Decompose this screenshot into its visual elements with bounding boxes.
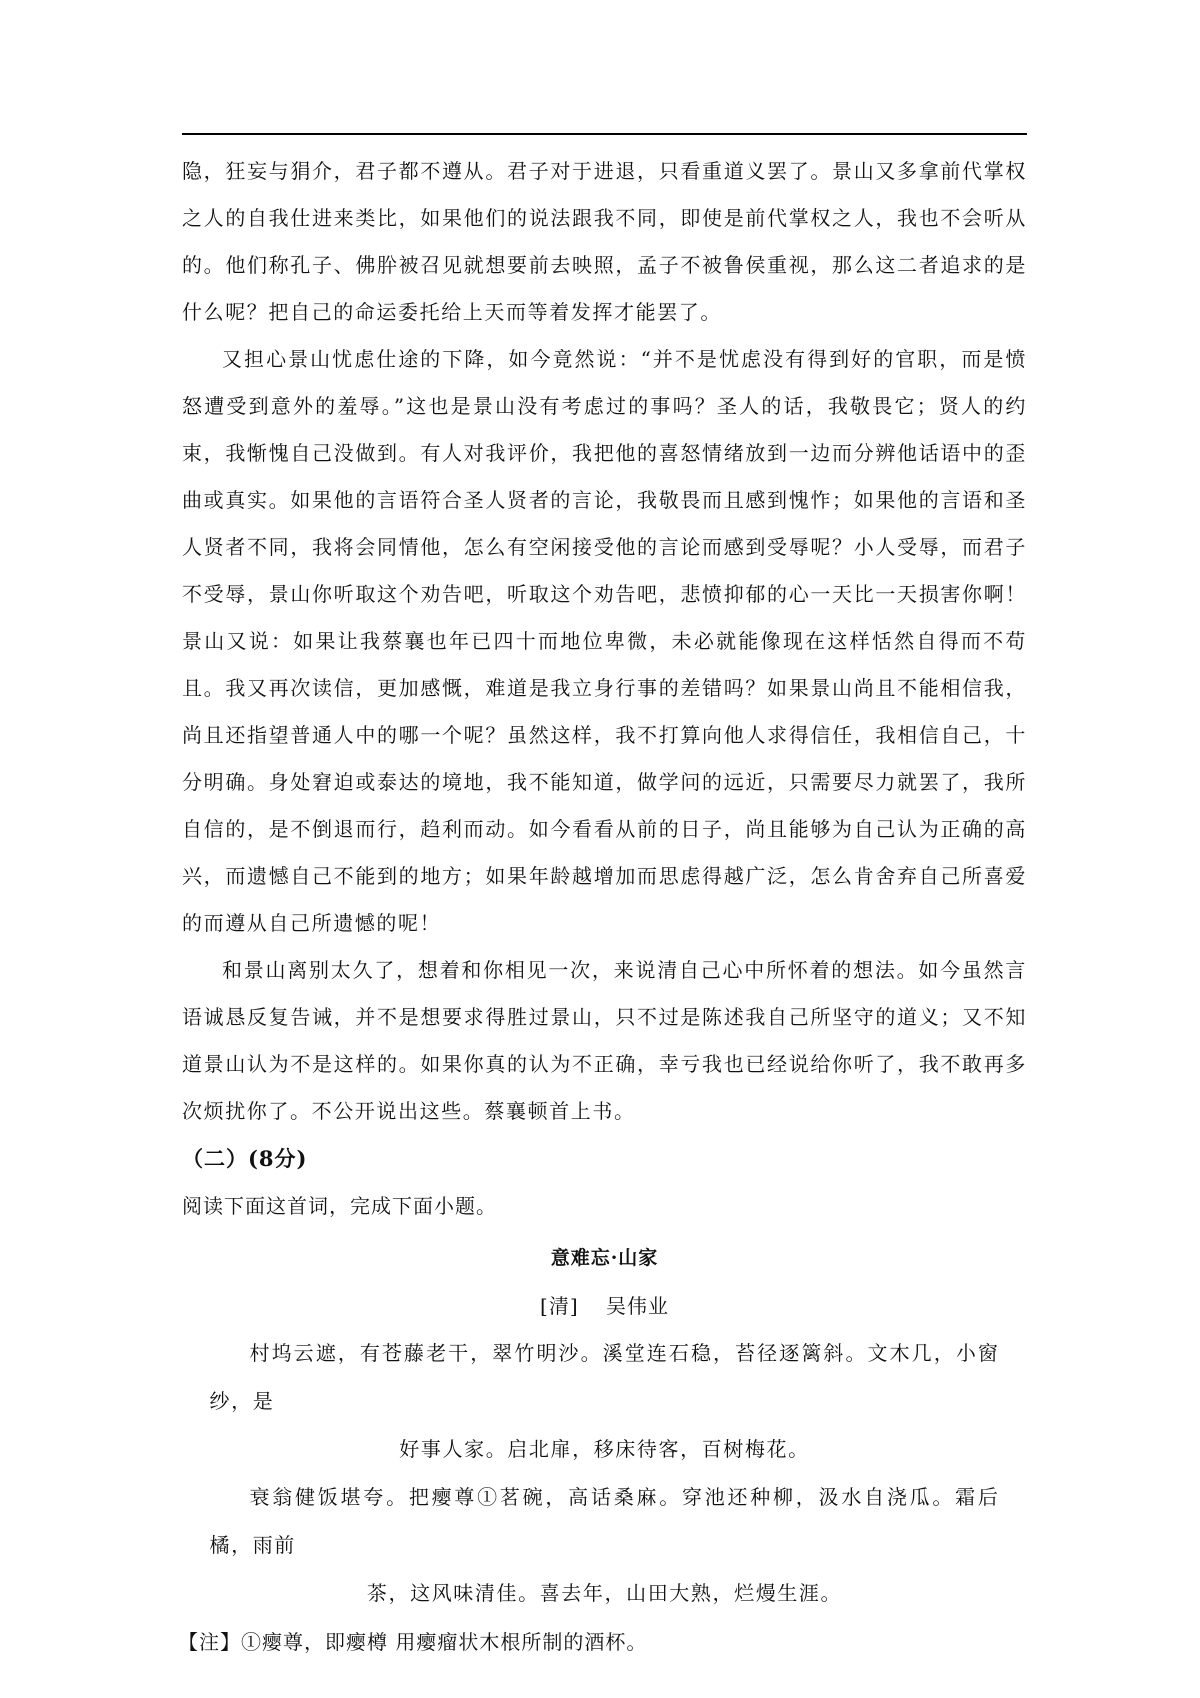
header-rule bbox=[182, 133, 1027, 135]
document-page bbox=[178, 148, 1027, 1667]
poem-byline bbox=[182, 1283, 1027, 1329]
section-heading: （二）(8分) bbox=[182, 1146, 308, 1171]
paragraph: 和景山离别太久了，想着和你相见一次，来说清自己心中所怀着的想法。如今虽然言语诚恳反复告诫，并不是想要求得胜过景山，只不过是陈述我自己所坚守的道义；又不知道景山认为不是这样的。如果你真的认为不正确，幸亏我也已经说给你听了，我不敢再多次烦扰你了。不公开说出这些。蔡襄顿首上书。 bbox=[182, 958, 1027, 1123]
poem-title: 意难忘·山家 bbox=[550, 1247, 659, 1269]
poem-line: 衰翁健饭堪夸。把瘿尊①茗碗，高话桑麻。穿池还种柳，汲水自浇瓜。霜后橘，雨前 bbox=[209, 1485, 1000, 1557]
paragraph: 隐，狂妄与狷介，君子都不遵从。君子对于进退，只看重道义罢了。景山又多拿前代掌权之人的自我仕进来类比，如果他们的说法跟我不同，即使是前代掌权之人，我也不会听从的。他们称孔子、佛肸被召见就想要前去映照，孟子不被鲁侯重视，那么这二者追求的是什么呢？把自己的命运委托给上天而等着发挥才能罢了。 bbox=[182, 159, 1027, 324]
poem-dynasty: [清] bbox=[540, 1294, 579, 1318]
poem-annotation: 【注】①瘿尊，即瘿樽 用瘿瘤状木根所制的酒杯。 bbox=[178, 1630, 648, 1654]
paragraph: 又担心景山忧虑仕途的下降，如今竟然说：“并不是忧虑没有得到好的官职，而是愤怒遭受到意外的羞辱。”这也是景山没有考虑过的事吗？圣人的话，我敬畏它；贤人的约束，我惭愧自己没做到。有人对我评价，我把他的喜怒情绪放到一边而分辨他话语中的歪曲或真实。如果他的言语符合圣人贤者的言论，我敬畏而且感到愧怍；如果他的言语和圣人贤者不同，我将会同情他，怎么有空闲接受他的言论而感到受辱呢？小人受辱，而君子不受辱，景山你听取这个劝告吧，听取这个劝告吧，悲愤抑郁的心一天比一天损害你啊！景山又说：如果让我蔡襄也年已四十而地位卑微，未必就能像现在这样恬然自得而不苟且。我又再次读信，更加感慨，难道是我立身行事的差错吗？如果景山尚且不能相信我，尚且还指望普通人中的哪一个呢？虽然这样，我不打算向他人求得信任，我相信自己，十分明确。身处窘迫或泰达的境地，我不能知道，做学问的远近，只需要尽力就罢了，我所自信的，是不倒退而行，趋利而动。如今看看从前的日子，尚且能够为自己认为正确的高兴，而遗憾自己不能到的地方；如果年龄越增加而思虑得越广泛，怎么肯舍弃自己所喜爱的而遵从自己所遗憾的呢！ bbox=[182, 347, 1027, 935]
poem-author: 吴伟业 bbox=[605, 1294, 669, 1318]
poem-line: 村坞云遮，有苍藤老干，翠竹明沙。溪堂连石稳，苔径逐篱斜。文木几，小窗纱，是 bbox=[209, 1341, 1000, 1413]
poem-line: 好事人家。启北扉，移床待客，百树梅花。 bbox=[399, 1437, 810, 1461]
translation-text bbox=[182, 148, 1027, 1135]
poem-stanza bbox=[210, 1329, 1000, 1473]
poem-line: 茶，这风味清佳。喜去年，山田大熟，烂熳生涯。 bbox=[366, 1581, 843, 1605]
poem-stanza bbox=[210, 1473, 1000, 1617]
question-instruction: 阅读下面这首词，完成下面小题。 bbox=[182, 1194, 497, 1218]
